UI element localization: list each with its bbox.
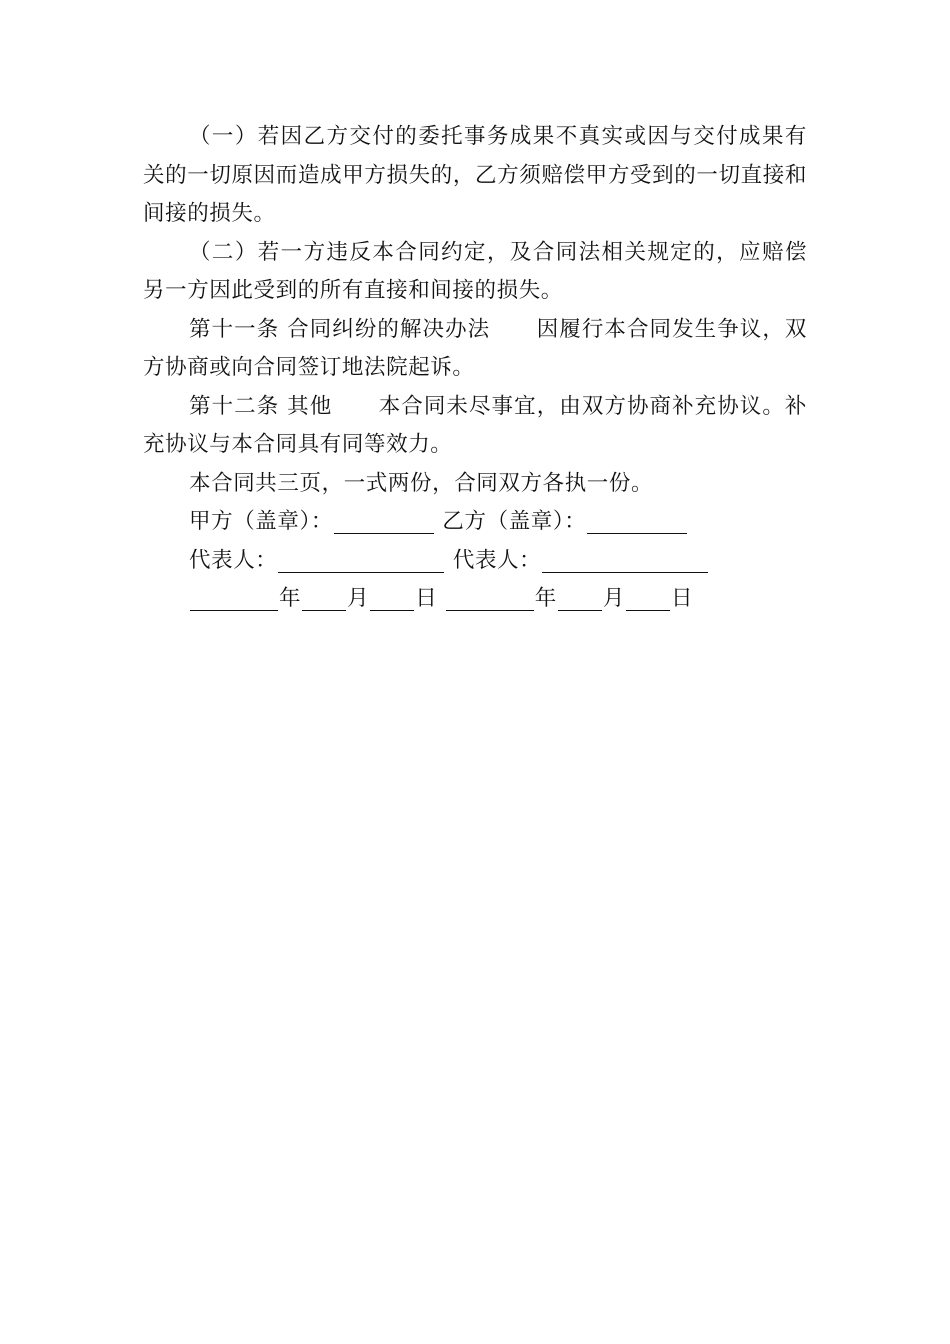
article-12-body: 本合同未尽事宜，由双方协商补充协议。补充协议与本合同具有同等效力。 — [143, 393, 807, 457]
party-a-rep-label: 代表人： — [189, 547, 278, 573]
party-b-year-blank[interactable] — [446, 586, 534, 611]
article-12-title: 第十二条 其他 — [189, 393, 333, 419]
article-12 — [143, 388, 807, 465]
month-label: 月 — [602, 586, 625, 611]
article-11-body: 因履行本合同发生争议，双方协商或向合同签订地法院起诉。 — [143, 316, 807, 380]
party-b-day-blank[interactable] — [626, 586, 670, 611]
copies-statement: 本合同共三页，一式两份，合同双方各执一份。 — [189, 470, 654, 496]
day-label: 日 — [415, 586, 438, 611]
representative-line — [143, 542, 807, 581]
article-11 — [143, 311, 807, 388]
party-a-seal-blank[interactable] — [334, 509, 434, 534]
month-label: 月 — [347, 586, 370, 611]
party-b-seal-label: 乙方（盖章）： — [442, 509, 587, 534]
seal-line — [143, 503, 807, 542]
year-label: 年 — [534, 586, 557, 611]
party-a-seal-label: 甲方（盖章）： — [189, 509, 333, 534]
party-b-rep-label: 代表人： — [452, 547, 542, 573]
party-a-month-blank[interactable] — [302, 586, 346, 611]
party-b-month-blank[interactable] — [558, 586, 602, 611]
party-a-year-blank[interactable] — [190, 586, 278, 611]
party-b-rep-blank[interactable] — [542, 548, 708, 573]
party-b-seal-blank[interactable] — [587, 509, 687, 534]
party-a-day-blank[interactable] — [370, 586, 414, 611]
date-line — [143, 580, 807, 619]
day-label: 日 — [670, 586, 694, 611]
document-body — [143, 118, 807, 619]
party-a-rep-blank[interactable] — [278, 548, 444, 573]
clause-item-2: （二）若一方违反本合同约定，及合同法相关规定的，应赔偿另一方因此受到的所有直接和间接的损失。 — [143, 239, 807, 303]
year-label: 年 — [279, 586, 302, 611]
clause-item-1: （一）若因乙方交付的委托事务成果不真实或因与交付成果有关的一切原因而造成甲方损失的，乙方须赔偿甲方受到的一切直接和间接的损失。 — [143, 124, 807, 226]
article-11-title: 第十一条 合同纠纷的解决办法 — [189, 316, 491, 342]
